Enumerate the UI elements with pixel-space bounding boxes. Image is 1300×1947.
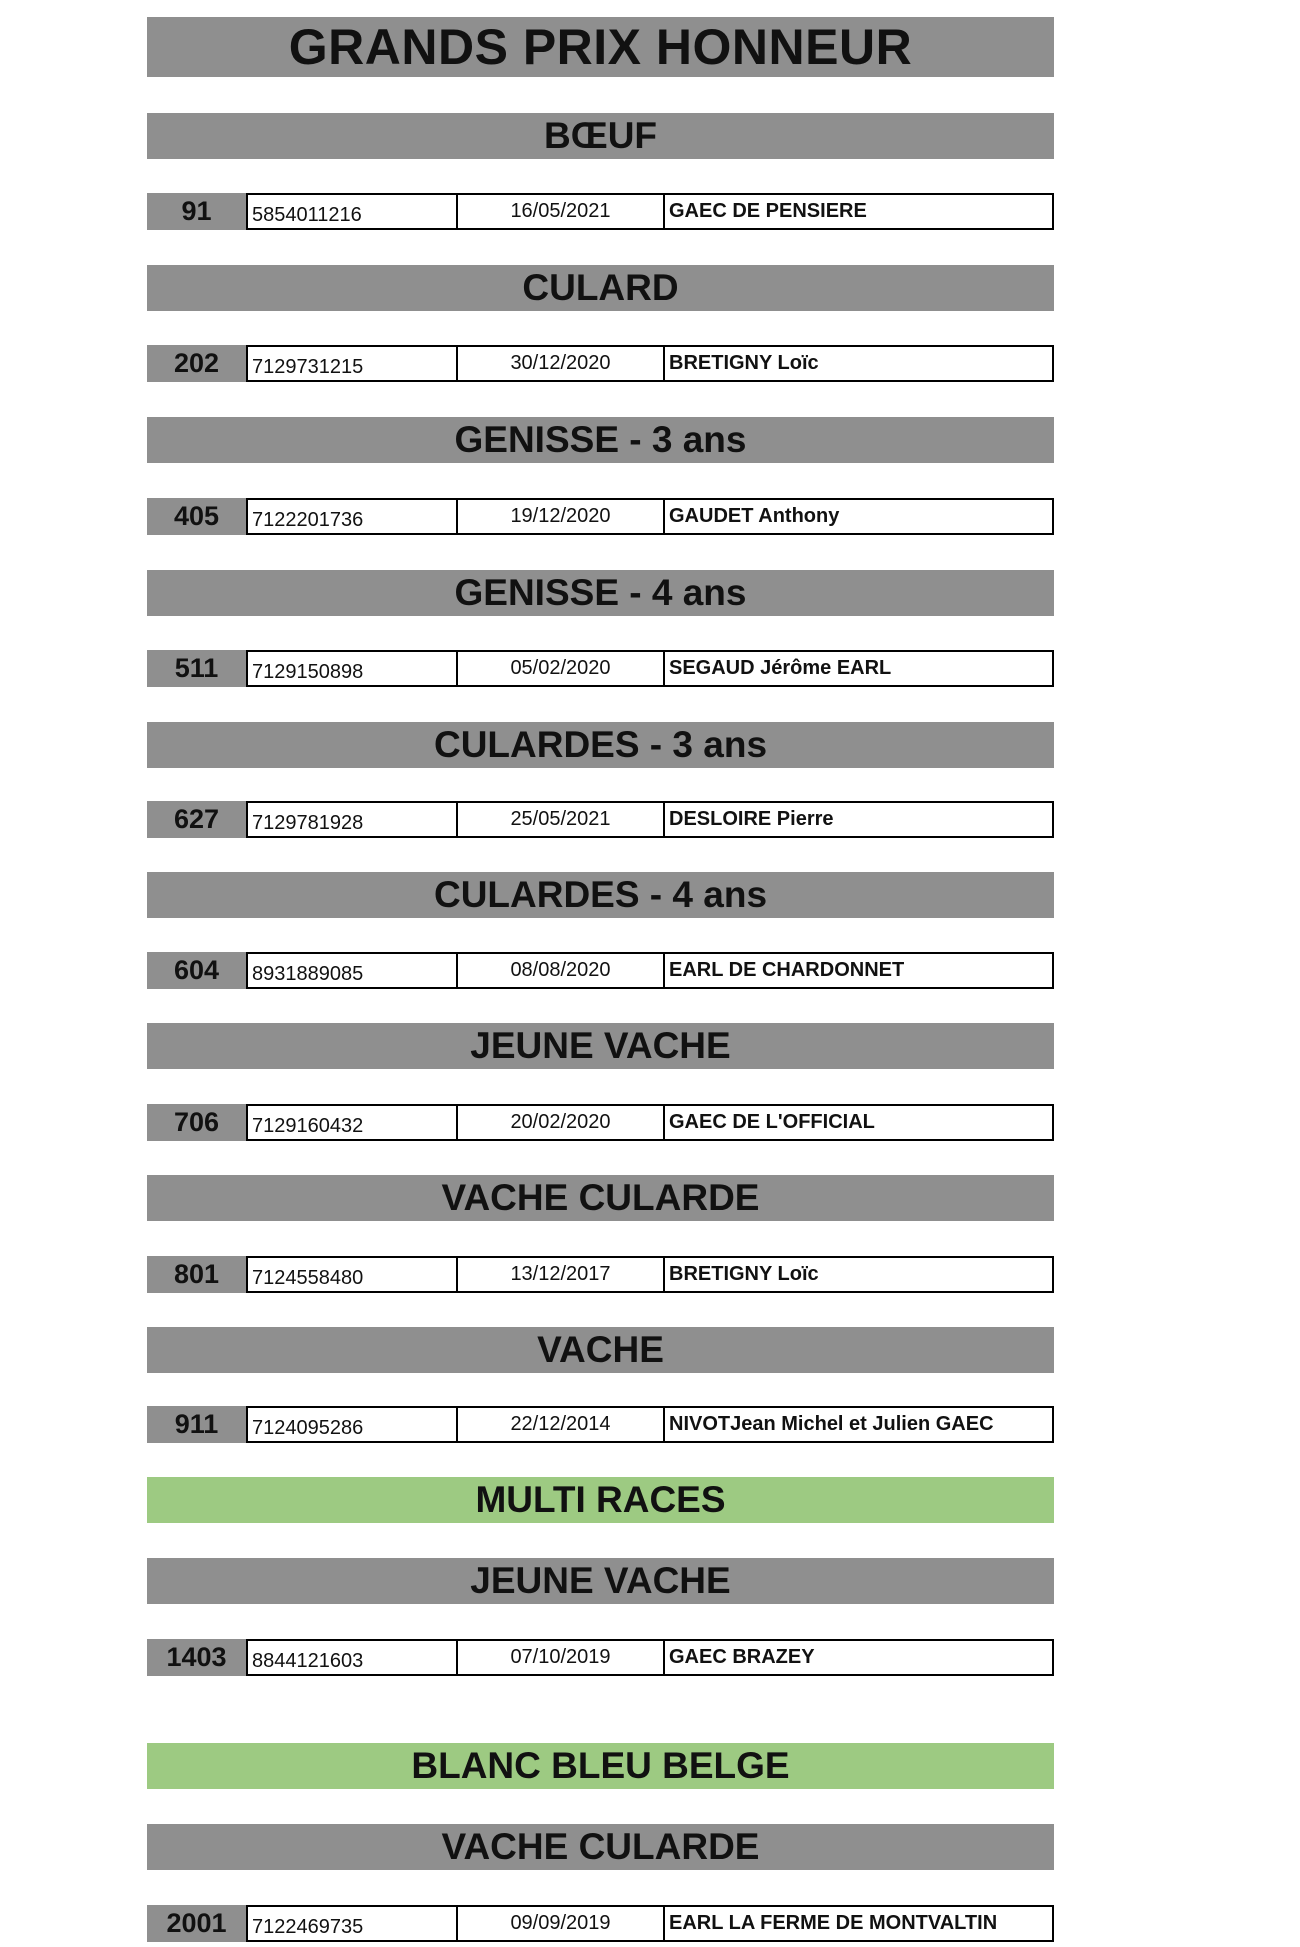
entry-row bbox=[147, 1639, 1054, 1676]
category-heading: CULARDES - 4 ans bbox=[147, 872, 1054, 918]
entry-date: 22/12/2014 bbox=[458, 1408, 665, 1441]
entry-id: 7124558480 bbox=[248, 1258, 458, 1291]
entry-id: 7129160432 bbox=[248, 1106, 458, 1139]
entry-id: 7122469735 bbox=[248, 1907, 458, 1940]
entry-number: 405 bbox=[147, 498, 246, 535]
category-heading: GENISSE - 4 ans bbox=[147, 570, 1054, 616]
entry-owner: GAEC DE L'OFFICIAL bbox=[669, 1111, 875, 1133]
entry-id: 8844121603 bbox=[248, 1641, 458, 1674]
entry-date: 19/12/2020 bbox=[458, 500, 665, 533]
entry-date: 30/12/2020 bbox=[458, 347, 665, 380]
category-heading: VACHE bbox=[147, 1327, 1054, 1373]
entry-row bbox=[147, 952, 1054, 989]
entry-number: 511 bbox=[147, 650, 246, 687]
entry-row bbox=[147, 1104, 1054, 1141]
entry-owner: NIVOTJean Michel et Julien GAEC bbox=[669, 1413, 994, 1435]
entry-number: 91 bbox=[147, 193, 246, 230]
breed-group-heading: BLANC BLEU BELGE bbox=[147, 1743, 1054, 1789]
entry-row bbox=[147, 1905, 1054, 1942]
entry-owner: DESLOIRE Pierre bbox=[669, 808, 834, 830]
entry-date: 13/12/2017 bbox=[458, 1258, 665, 1291]
category-heading: CULARD bbox=[147, 265, 1054, 311]
entry-id: 7122201736 bbox=[248, 500, 458, 533]
entry-number: 911 bbox=[147, 1406, 246, 1443]
entry-date: 05/02/2020 bbox=[458, 652, 665, 685]
entry-id: 8931889085 bbox=[248, 954, 458, 987]
entry-owner: GAUDET Anthony bbox=[669, 505, 840, 527]
entry-id: 7129781928 bbox=[248, 803, 458, 836]
category-heading: GENISSE - 3 ans bbox=[147, 417, 1054, 463]
entry-number: 202 bbox=[147, 345, 246, 382]
entry-row bbox=[147, 1256, 1054, 1293]
category-heading: BŒUF bbox=[147, 113, 1054, 159]
entry-date: 07/10/2019 bbox=[458, 1641, 665, 1674]
entry-owner: EARL DE CHARDONNET bbox=[669, 959, 905, 981]
entry-row bbox=[147, 345, 1054, 382]
breed-group-heading: MULTI RACES bbox=[147, 1477, 1054, 1523]
entry-owner: BRETIGNY Loïc bbox=[669, 352, 819, 374]
entry-row bbox=[147, 650, 1054, 687]
entry-number: 1403 bbox=[147, 1639, 246, 1676]
entry-number: 604 bbox=[147, 952, 246, 989]
entry-number: 627 bbox=[147, 801, 246, 838]
category-heading: VACHE CULARDE bbox=[147, 1175, 1054, 1221]
entry-date: 25/05/2021 bbox=[458, 803, 665, 836]
entry-row bbox=[147, 801, 1054, 838]
entry-number: 706 bbox=[147, 1104, 246, 1141]
entry-date: 16/05/2021 bbox=[458, 195, 665, 228]
entry-date: 08/08/2020 bbox=[458, 954, 665, 987]
page-title: GRANDS PRIX HONNEUR bbox=[147, 17, 1054, 77]
entry-row bbox=[147, 1406, 1054, 1443]
entry-owner: GAEC DE PENSIERE bbox=[669, 200, 867, 222]
entry-owner: GAEC BRAZEY bbox=[669, 1646, 815, 1668]
category-heading: JEUNE VACHE bbox=[147, 1023, 1054, 1069]
entry-number: 2001 bbox=[147, 1905, 246, 1942]
category-heading: JEUNE VACHE bbox=[147, 1558, 1054, 1604]
entry-id: 7129150898 bbox=[248, 652, 458, 685]
entry-id: 5854011216 bbox=[248, 195, 458, 228]
entry-date: 09/09/2019 bbox=[458, 1907, 665, 1940]
entry-number: 801 bbox=[147, 1256, 246, 1293]
category-heading: CULARDES - 3 ans bbox=[147, 722, 1054, 768]
entry-owner: SEGAUD Jérôme EARL bbox=[669, 657, 892, 679]
entry-id: 7124095286 bbox=[248, 1408, 458, 1441]
entry-owner: BRETIGNY Loïc bbox=[669, 1263, 819, 1285]
entry-row bbox=[147, 193, 1054, 230]
entry-date: 20/02/2020 bbox=[458, 1106, 665, 1139]
entry-row bbox=[147, 498, 1054, 535]
entry-owner: EARL LA FERME DE MONTVALTIN bbox=[669, 1912, 998, 1934]
category-heading: VACHE CULARDE bbox=[147, 1824, 1054, 1870]
entry-id: 7129731215 bbox=[248, 347, 458, 380]
